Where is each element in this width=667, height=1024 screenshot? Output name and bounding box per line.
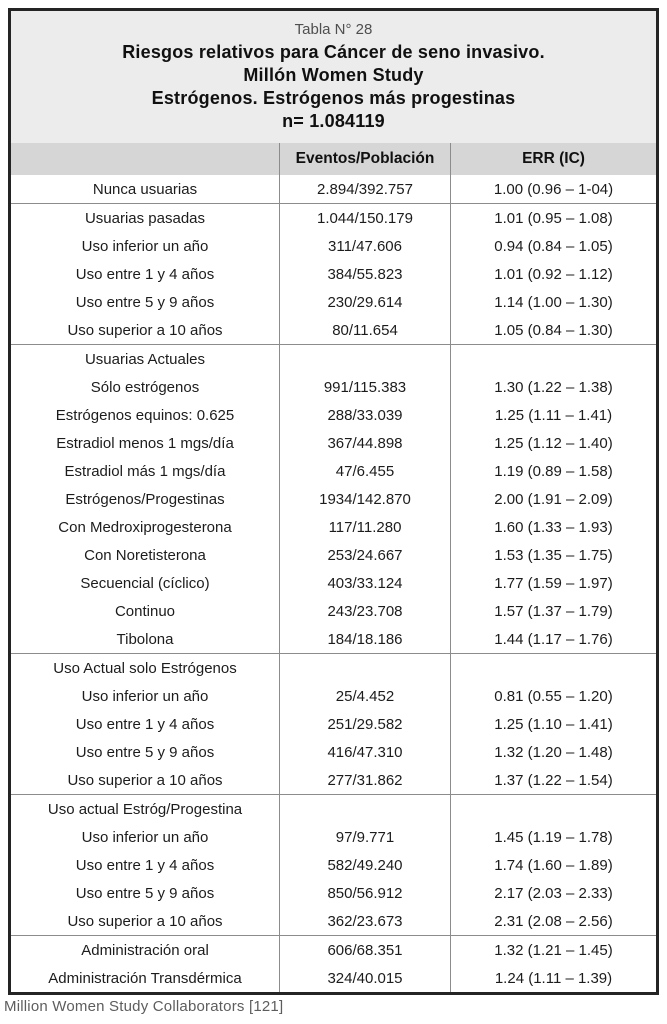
- table-section: [11, 344, 656, 653]
- row-label-cell: Tibolona: [116, 630, 174, 648]
- events-population-cell: 25/4.452: [279, 682, 450, 710]
- events-population-cell: 367/44.898: [279, 429, 450, 457]
- err-ic-cell: 1.00 (0.96 – 1-04): [450, 175, 656, 203]
- row-label-cell: Estradiol más 1 mgs/día: [64, 462, 226, 480]
- events-population-cell: 277/31.862: [279, 766, 450, 794]
- table-row: [11, 936, 656, 964]
- table-row: [11, 879, 656, 907]
- err-ic-cell: 1.60 (1.33 – 1.93): [450, 513, 656, 541]
- err-ic-cell: 1.01 (0.95 – 1.08): [450, 204, 656, 232]
- row-label-cell: Continuo: [114, 602, 176, 620]
- err-ic-cell: 1.25 (1.10 – 1.41): [450, 710, 656, 738]
- row-label-cell: Uso entre 5 y 9 años: [75, 743, 215, 761]
- err-ic-cell: 1.30 (1.22 – 1.38): [450, 373, 656, 401]
- events-population-cell: 403/33.124: [279, 569, 450, 597]
- err-ic-cell: 1.19 (0.89 – 1.58): [450, 457, 656, 485]
- table-row: [11, 738, 656, 766]
- events-population-cell: [279, 654, 450, 682]
- row-label-cell: Estrógenos/Progestinas: [65, 490, 225, 508]
- table-row: [11, 907, 656, 935]
- events-population-cell: 311/47.606: [279, 232, 450, 260]
- err-ic-cell: 1.32 (1.21 – 1.45): [450, 936, 656, 964]
- err-ic-cell: 1.01 (0.92 – 1.12): [450, 260, 656, 288]
- table-row: [11, 345, 656, 373]
- table-section: [11, 175, 656, 203]
- events-population-cell: 606/68.351: [279, 936, 450, 964]
- err-ic-cell: 2.31 (2.08 – 2.56): [450, 907, 656, 935]
- err-ic-cell: 1.53 (1.35 – 1.75): [450, 541, 656, 569]
- row-label-cell: Uso inferior un año: [81, 828, 209, 846]
- table-row: [11, 204, 656, 232]
- err-ic-cell: 1.57 (1.37 – 1.79): [450, 597, 656, 625]
- table-row: [11, 429, 656, 457]
- table-body: [11, 175, 656, 992]
- events-population-cell: [279, 345, 450, 373]
- table-title-block: [11, 11, 656, 143]
- events-population-cell: 97/9.771: [279, 823, 450, 851]
- row-label-cell: Uso inferior un año: [81, 237, 209, 255]
- row-label-cell: Usuarias Actuales: [84, 350, 206, 368]
- table-row: [11, 260, 656, 288]
- table-row: [11, 232, 656, 260]
- row-label-cell: Estradiol menos 1 mgs/día: [56, 434, 234, 452]
- events-population-cell: 582/49.240: [279, 851, 450, 879]
- err-ic-cell: 1.37 (1.22 – 1.54): [450, 766, 656, 794]
- err-ic-cell: 2.00 (1.91 – 2.09): [450, 485, 656, 513]
- err-ic-cell: 1.74 (1.60 – 1.89): [450, 851, 656, 879]
- source-note: Million Women Study Collaborators [121]: [4, 998, 284, 1015]
- table-row: [11, 851, 656, 879]
- table-header-row: [11, 143, 656, 175]
- row-label-cell: Estrógenos equinos: 0.625: [55, 406, 235, 424]
- table-row: [11, 569, 656, 597]
- table-row: [11, 964, 656, 992]
- row-label-cell: Secuencial (cíclico): [80, 574, 210, 592]
- events-population-cell: 243/23.708: [279, 597, 450, 625]
- row-label-cell: Uso entre 1 y 4 años: [75, 265, 215, 283]
- table-section: [11, 935, 656, 992]
- table-n-line: n= 1.084119: [282, 111, 385, 131]
- events-population-cell: 288/33.039: [279, 401, 450, 429]
- table-row: [11, 288, 656, 316]
- events-population-cell: 384/55.823: [279, 260, 450, 288]
- table-row: [11, 513, 656, 541]
- table-row: [11, 682, 656, 710]
- row-label-cell: Uso inferior un año: [81, 687, 209, 705]
- row-label-cell: Con Noretisterona: [84, 546, 206, 564]
- table-title-line-1: Riesgos relativos para Cáncer de seno invasivo.: [122, 42, 545, 62]
- events-population-cell: 230/29.614: [279, 288, 450, 316]
- table-row: [11, 823, 656, 851]
- events-population-cell: 416/47.310: [279, 738, 450, 766]
- events-population-cell: 1934/142.870: [279, 485, 450, 513]
- err-ic-cell: 1.32 (1.20 – 1.48): [450, 738, 656, 766]
- row-label-cell: Administración oral: [81, 941, 209, 959]
- events-population-cell: 1.044/150.179: [279, 204, 450, 232]
- err-ic-cell: 1.14 (1.00 – 1.30): [450, 288, 656, 316]
- table-row: [11, 795, 656, 823]
- row-label-cell: Administración Transdérmica: [48, 969, 242, 987]
- table-number: Tabla N° 28: [294, 21, 373, 38]
- table-28: [8, 8, 659, 995]
- table-row: [11, 175, 656, 203]
- header-cell-err-ic: ERR (IC): [450, 143, 656, 175]
- table-section: [11, 794, 656, 935]
- events-population-cell: 117/11.280: [279, 513, 450, 541]
- table-row: [11, 541, 656, 569]
- err-ic-cell: 0.81 (0.55 – 1.20): [450, 682, 656, 710]
- table-title-line-3: Estrógenos. Estrógenos más progestinas: [151, 88, 516, 108]
- header-cell-eventos-poblacion: Eventos/Población: [279, 143, 450, 175]
- table-section: [11, 653, 656, 794]
- row-label-cell: Nunca usuarias: [92, 180, 198, 198]
- events-population-cell: 362/23.673: [279, 907, 450, 935]
- table-row: [11, 401, 656, 429]
- row-label-cell: Usuarias pasadas: [84, 209, 206, 227]
- err-ic-cell: [450, 345, 656, 373]
- row-label-cell: Con Medroxiprogesterona: [58, 518, 232, 536]
- header-cell-empty: [11, 143, 279, 175]
- events-population-cell: 324/40.015: [279, 964, 450, 992]
- err-ic-cell: [450, 654, 656, 682]
- table-row: [11, 766, 656, 794]
- err-ic-cell: 1.45 (1.19 – 1.78): [450, 823, 656, 851]
- row-label-cell: Uso entre 5 y 9 años: [75, 293, 215, 311]
- events-population-cell: [279, 795, 450, 823]
- events-population-cell: 2.894/392.757: [279, 175, 450, 203]
- row-label-cell: Uso superior a 10 años: [67, 321, 223, 339]
- err-ic-cell: 1.24 (1.11 – 1.39): [450, 964, 656, 992]
- row-label-cell: Uso entre 1 y 4 años: [75, 715, 215, 733]
- err-ic-cell: 2.17 (2.03 – 2.33): [450, 879, 656, 907]
- err-ic-cell: 1.05 (0.84 – 1.30): [450, 316, 656, 344]
- row-label-cell: Uso entre 5 y 9 años: [75, 884, 215, 902]
- table-row: [11, 625, 656, 653]
- events-population-cell: 47/6.455: [279, 457, 450, 485]
- err-ic-cell: 1.25 (1.12 – 1.40): [450, 429, 656, 457]
- events-population-cell: 850/56.912: [279, 879, 450, 907]
- table-row: [11, 597, 656, 625]
- table-row: [11, 316, 656, 344]
- table-row: [11, 457, 656, 485]
- events-population-cell: 184/18.186: [279, 625, 450, 653]
- row-label-cell: Uso actual Estróg/Progestina: [47, 800, 243, 818]
- table-row: [11, 485, 656, 513]
- err-ic-cell: 1.77 (1.59 – 1.97): [450, 569, 656, 597]
- table-row: [11, 710, 656, 738]
- row-label-cell: Uso Actual solo Estrógenos: [53, 659, 237, 677]
- table-section: [11, 203, 656, 344]
- row-label-cell: Uso superior a 10 años: [67, 912, 223, 930]
- err-ic-cell: [450, 795, 656, 823]
- events-population-cell: 80/11.654: [279, 316, 450, 344]
- events-population-cell: 991/115.383: [279, 373, 450, 401]
- table-row: [11, 654, 656, 682]
- err-ic-cell: 0.94 (0.84 – 1.05): [450, 232, 656, 260]
- err-ic-cell: 1.44 (1.17 – 1.76): [450, 625, 656, 653]
- events-population-cell: 253/24.667: [279, 541, 450, 569]
- events-population-cell: 251/29.582: [279, 710, 450, 738]
- err-ic-cell: 1.25 (1.11 – 1.41): [450, 401, 656, 429]
- row-label-cell: Uso entre 1 y 4 años: [75, 856, 215, 874]
- row-label-cell: Sólo estrógenos: [90, 378, 200, 396]
- table-row: [11, 373, 656, 401]
- row-label-cell: Uso superior a 10 años: [67, 771, 223, 789]
- table-title-line-2: Millón Women Study: [243, 65, 424, 85]
